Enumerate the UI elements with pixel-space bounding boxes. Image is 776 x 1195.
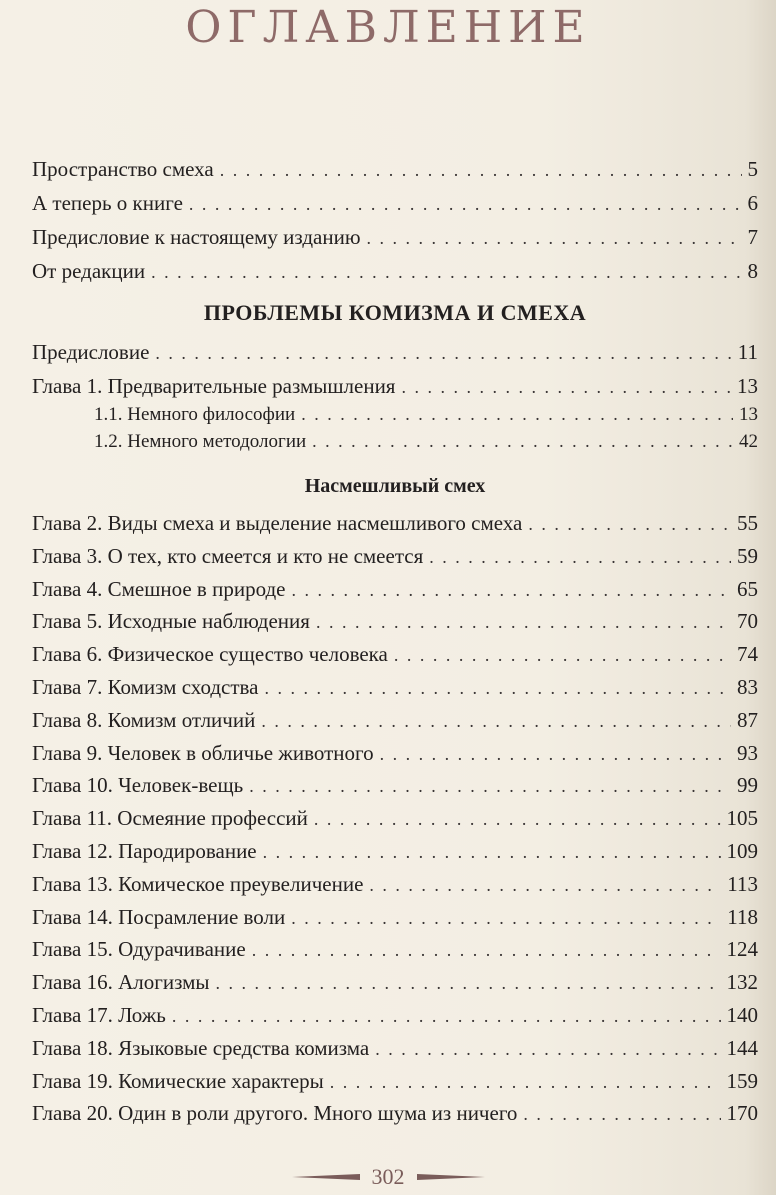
dot-leader <box>215 973 720 994</box>
toc-entry-page: 65 <box>737 576 758 601</box>
toc-entry-label: А теперь о книге <box>32 191 183 215</box>
toc-entry-label: Глава 11. Осмеяние профессий <box>32 806 308 831</box>
toc-entry-page: 8 <box>747 259 758 283</box>
toc-entry-label: Глава 17. Ложь <box>32 1003 166 1027</box>
toc-entry[interactable] <box>32 544 758 576</box>
toc-entry[interactable] <box>32 806 758 838</box>
toc-entry[interactable] <box>32 1101 758 1133</box>
toc-entry-label: Глава 9. Человек в обличье животного <box>32 740 374 765</box>
toc-entry[interactable] <box>32 1069 758 1101</box>
toc-entry-page: 7 <box>747 225 758 249</box>
toc-entry-label: 1.1. Немного философии <box>94 404 296 425</box>
dot-leader <box>312 431 733 452</box>
toc-entry[interactable] <box>32 937 758 969</box>
toc-entry-label: Глава 15. Одурачивание <box>32 937 246 962</box>
dot-leader <box>172 1006 721 1027</box>
dot-leader <box>380 744 731 765</box>
dot-leader <box>316 612 731 633</box>
dot-leader <box>369 875 721 896</box>
toc-entry-page: 13 <box>739 404 758 425</box>
toc-entry-page: 70 <box>737 609 758 634</box>
toc-entry-page: 42 <box>739 431 758 452</box>
toc-entry[interactable] <box>32 157 758 189</box>
toc-subentry[interactable] <box>94 431 758 463</box>
toc-entry-page: 109 <box>726 839 758 863</box>
dot-leader <box>367 228 742 249</box>
dot-leader <box>263 842 721 863</box>
toc-entry-label: Предисловие к настоящему изданию <box>32 225 361 249</box>
toc-entry[interactable] <box>32 905 758 937</box>
toc-entry-page: 13 <box>737 374 758 398</box>
toc-entry[interactable] <box>32 340 758 372</box>
dot-leader <box>429 547 731 568</box>
toc-entry-label: Глава 20. Один в роли другого. Много шума из ничего <box>32 1101 518 1126</box>
toc-entry[interactable] <box>32 708 758 740</box>
toc-entry-label: Предисловие <box>32 340 150 364</box>
toc-entry-page: 11 <box>737 340 758 364</box>
toc-entry-label: Глава 16. Алогизмы <box>32 970 210 995</box>
toc-entry[interactable] <box>32 675 758 707</box>
right-ornament-icon <box>417 1174 485 1180</box>
toc-entry[interactable] <box>32 642 758 674</box>
toc-entry-label: Глава 7. Комизм сходства <box>32 675 259 699</box>
toc-entry-page: 93 <box>737 740 758 765</box>
toc-entry-label: Глава 3. О тех, кто смеется и кто не смеется <box>32 543 424 568</box>
toc-entry[interactable] <box>32 259 758 291</box>
dot-leader <box>249 776 731 797</box>
toc-entry[interactable] <box>32 577 758 609</box>
toc-entry[interactable] <box>32 374 758 406</box>
toc-entry-label: Глава 19. Комические характеры <box>32 1068 324 1093</box>
toc-entry-page: 83 <box>737 675 758 699</box>
toc-entry-page: 59 <box>737 543 758 568</box>
toc-entry[interactable] <box>32 511 758 543</box>
toc-entry[interactable] <box>32 741 758 773</box>
section-title: ПРОБЛЕМЫ КОМИЗМА И СМЕХА <box>203 300 587 325</box>
toc-entry-page: 74 <box>737 642 758 667</box>
toc-entry[interactable] <box>32 191 758 223</box>
toc-entry-page: 113 <box>727 871 758 896</box>
dot-leader <box>301 404 733 425</box>
toc-entry-page: 170 <box>726 1101 758 1126</box>
toc-entry-label: Глава 10. Человек-вещь <box>32 773 244 798</box>
toc-entry-label: Глава 14. Посрамление воли <box>32 904 286 929</box>
toc-entry[interactable] <box>32 839 758 871</box>
dot-leader <box>189 194 742 215</box>
toc-entry[interactable] <box>32 609 758 641</box>
dot-leader <box>314 809 721 830</box>
toc-entry-label: Глава 8. Комизм отличий <box>32 707 256 732</box>
toc-entry[interactable] <box>32 1036 758 1068</box>
toc-entry-page: 6 <box>747 191 758 215</box>
dot-leader <box>528 514 731 535</box>
toc-entry-label: Глава 13. Комическое преувеличение <box>32 871 364 896</box>
toc-entry-label: Глава 18. Языковые средства комизма <box>32 1035 370 1060</box>
toc-entry[interactable] <box>32 773 758 805</box>
toc-entry-page: 159 <box>726 1068 758 1093</box>
toc-entry[interactable] <box>32 970 758 1002</box>
page-footer <box>0 1162 776 1192</box>
toc-entry-page: 118 <box>727 904 758 929</box>
toc-entry-label: Глава 2. Виды смеха и выделение насмешливого смеха <box>32 511 523 535</box>
toc-entry-label: Глава 12. Пародирование <box>32 839 257 863</box>
toc-entry-label: 1.2. Немного методологии <box>94 431 307 452</box>
toc-entry-page: 144 <box>726 1035 758 1060</box>
toc-entry-page: 87 <box>737 707 758 732</box>
dot-leader <box>264 678 731 699</box>
toc-entry-page: 55 <box>737 511 758 535</box>
toc-entry-label: Глава 4. Смешное в природе <box>32 576 286 601</box>
dot-leader <box>523 1104 720 1125</box>
page-number: 302 <box>371 1164 405 1189</box>
toc-entry-label: Глава 1. Предварительные размышления <box>32 374 396 398</box>
toc-entry-page: 124 <box>726 937 758 962</box>
toc-entry[interactable] <box>32 872 758 904</box>
dot-leader <box>291 908 721 929</box>
dot-leader <box>330 1072 721 1093</box>
toc-entry-label: Глава 6. Физическое существо человека <box>32 642 388 667</box>
dot-leader <box>261 711 731 732</box>
toc-entry-page: 99 <box>737 773 758 798</box>
dot-leader <box>155 343 731 364</box>
dot-leader <box>401 377 731 398</box>
dot-leader <box>291 580 731 601</box>
toc-entry[interactable] <box>32 225 758 257</box>
toc-entry-label: Пространство смеха <box>32 157 214 181</box>
toc-entry-page: 132 <box>726 970 758 995</box>
toc-entry-label: От редакции <box>32 259 146 283</box>
toc-entry-page: 140 <box>726 1003 758 1027</box>
toc-entry-page: 5 <box>747 157 758 181</box>
dot-leader <box>394 645 731 666</box>
page-title: ОГЛАВЛЕНИЕ <box>185 2 591 53</box>
toc-entry-label: Глава 5. Исходные наблюдения <box>32 609 310 634</box>
left-ornament-icon <box>292 1174 360 1180</box>
dot-leader <box>252 940 721 961</box>
dot-leader <box>220 160 742 181</box>
subsection-title: Насмешливый смех <box>304 475 486 497</box>
dot-leader <box>375 1039 720 1060</box>
toc-entry-page: 105 <box>726 806 758 831</box>
dot-leader <box>151 262 741 283</box>
toc-entry[interactable] <box>32 1003 758 1035</box>
